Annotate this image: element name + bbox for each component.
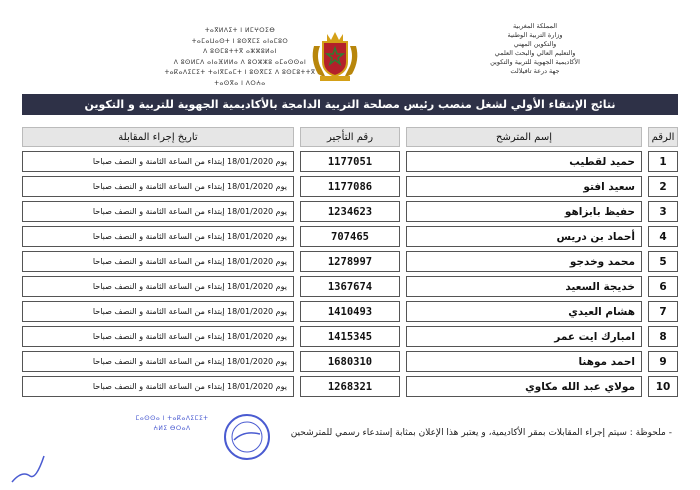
header-line: والتعليم العالي والبحث العلمي [494, 49, 576, 57]
payroll-number: 1234623 [300, 201, 400, 222]
header-line: ⵜⴰⴽⴰⴷⵉⵎⵉⵜ ⵜⴰⵏⴳⵎⴰⵎⵜ ⵏ ⵓⵙⴳⵎⵉ ⴷ ⵓⵙⵎⵓⵜⵜⴳ [164, 69, 316, 76]
table-row [22, 151, 678, 172]
header-line: والتكوين المهني [513, 40, 557, 48]
candidate-name: هشام العيدي [406, 301, 642, 322]
header-institution-tifinagh [150, 26, 330, 89]
interview-date: يوم 18/01/2020 إبتداء من الساعة الثامنة و النصف صباحا [22, 351, 294, 372]
table-row [22, 251, 678, 272]
table-row [22, 226, 678, 247]
interview-date: يوم 18/01/2020 إبتداء من الساعة الثامنة و النصف صباحا [22, 326, 294, 347]
candidate-name: محمد وخدجو [406, 251, 642, 272]
header-line: ⵜⴰⵎⴰⵡⴰⵙⵜ ⵏ ⵓⵙⴳⵎⵉ ⴰⵏⴰⵎⵓⵔ [191, 37, 289, 45]
candidate-name: أحماد بن دريس [406, 226, 642, 247]
row-number: 10 [648, 376, 678, 397]
row-number: 1 [648, 151, 678, 172]
table-row [22, 301, 678, 322]
column-header-code: رقم التأجير [300, 127, 400, 147]
payroll-number: 1410493 [300, 301, 400, 322]
note-text: - ملحوظة : سيتم إجراء المقابلات بمقر الأكاديمية، و يعتبر هذا الإعلان بمثابة إستدعاء رسمي للمترشحين [290, 428, 672, 438]
table-row [22, 351, 678, 372]
candidate-name: خديجة السعيد [406, 276, 642, 297]
stamp-caption [122, 414, 222, 434]
table-row [22, 376, 678, 397]
row-number: 3 [648, 201, 678, 222]
row-number: 7 [648, 301, 678, 322]
interview-date: يوم 18/01/2020 إبتداء من الساعة الثامنة و النصف صباحا [22, 201, 294, 222]
interview-date: يوم 18/01/2020 إبتداء من الساعة الثامنة و النصف صباحا [22, 301, 294, 322]
row-number: 6 [648, 276, 678, 297]
payroll-number: 1177051 [300, 151, 400, 172]
table-header-row [22, 127, 678, 147]
row-number: 9 [648, 351, 678, 372]
payroll-number: 1415345 [300, 326, 400, 347]
row-number: 8 [648, 326, 678, 347]
row-number: 5 [648, 251, 678, 272]
stamp-line: ⵎⴰⵙⵙⴰ ⵏ ⵜⴰⴽⴰⴷⵉⵎⵉⵜ [135, 415, 209, 422]
candidate-name: سعيد افتو [406, 176, 642, 197]
payroll-number: 707465 [300, 226, 400, 247]
stamp-line: ⵄⵍⵉ ⴱⵔⴰⴷ [153, 425, 191, 432]
candidate-name: احمد موهنا [406, 351, 642, 372]
table-row [22, 201, 678, 222]
signature-icon [8, 448, 48, 488]
header-line: المملكة المغربية [512, 22, 558, 30]
document-title: نتائج الإنتقاء الأولي لشغل منصب رئيس مصلحة التربية الدامجة بالأكاديمية الجهوية للتربية و التكوين [22, 94, 678, 115]
row-number: 4 [648, 226, 678, 247]
candidate-name: حميد لقطيب [406, 151, 642, 172]
table-row [22, 176, 678, 197]
interview-date: يوم 18/01/2020 إبتداء من الساعة الثامنة و النصف صباحا [22, 151, 294, 172]
header-line: ⴷ ⵓⵙⵎⵓⵜⵜⴳ ⴰⵣⵣⵓⵍⴰⵏ [203, 48, 277, 55]
interview-date: يوم 18/01/2020 إبتداء من الساعة الثامنة و النصف صباحا [22, 226, 294, 247]
interview-date: يوم 18/01/2020 إبتداء من الساعة الثامنة و النصف صباحا [22, 176, 294, 197]
header-line: ⴷ ⵓⵙⵍⵎⴷ ⴰⵏⴰⴼⵍⵍⴰ ⴷ ⵓⵔⵣⵣⵓ ⴰⵎⴰⵙⵙⴰⵏ [173, 58, 307, 66]
candidate-name: مولاي عبد الله مكاوي [406, 376, 642, 397]
header-line: الأكاديمية الجهوية للتربية والتكوين [490, 58, 580, 66]
header-line: ⵜⴰⵙⴳⴰ ⵏ ⴷⵔⵄⴰ [214, 79, 266, 87]
interview-date: يوم 18/01/2020 إبتداء من الساعة الثامنة و النصف صباحا [22, 276, 294, 297]
results-table [22, 123, 678, 401]
row-number: 2 [648, 176, 678, 197]
interview-date: يوم 18/01/2020 إبتداء من الساعة الثامنة و النصف صباحا [22, 251, 294, 272]
column-header-name: إسم المترشح [406, 127, 642, 147]
official-stamp-icon [222, 412, 272, 462]
column-header-date: تاريخ إجراء المقابلة [22, 127, 294, 147]
column-header-num: الرقم [648, 127, 678, 147]
candidate-name: حفيظ بابزاهو [406, 201, 642, 222]
payroll-number: 1680310 [300, 351, 400, 372]
payroll-number: 1268321 [300, 376, 400, 397]
header-line: وزارة التربية الوطنية [507, 31, 563, 39]
header-line: جهة درعة تافيلالت [510, 67, 560, 75]
header-institution-arabic [440, 22, 630, 76]
payroll-number: 1278997 [300, 251, 400, 272]
payroll-number: 1367674 [300, 276, 400, 297]
candidate-name: امبارك ايت عمر [406, 326, 642, 347]
payroll-number: 1177086 [300, 176, 400, 197]
header-line: ⵜⴰⴳⵍⴷⵉⵜ ⵏ ⵍⵎⵖⵔⵉⴱ [204, 27, 276, 34]
table-row [22, 276, 678, 297]
table-row [22, 326, 678, 347]
interview-date: يوم 18/01/2020 إبتداء من الساعة الثامنة و النصف صباحا [22, 376, 294, 397]
